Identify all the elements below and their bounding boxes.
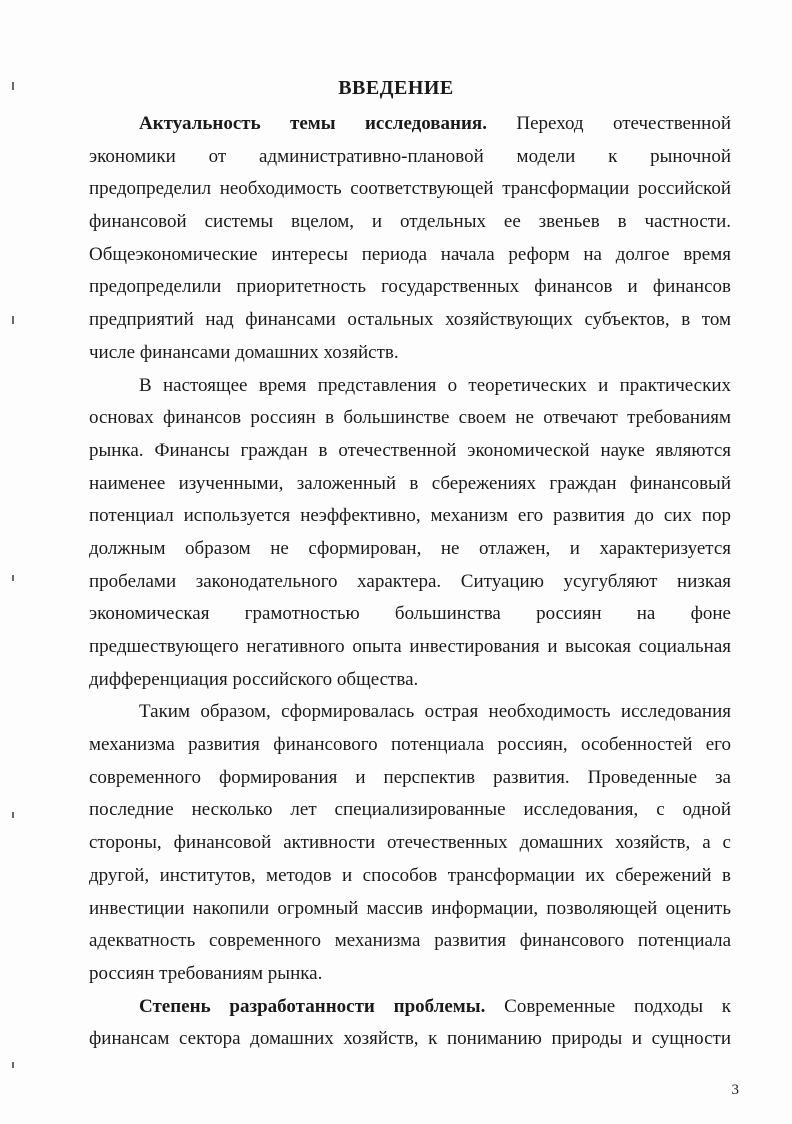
text-line: инвестиции накопили огромный массив информации, позволяющей оценить	[89, 897, 731, 919]
text-line: финансам сектора домашних хозяйств, к пониманию природы и сущности	[89, 1028, 731, 1050]
paragraph-elaboration	[89, 991, 731, 1056]
text-line: россиян требованиям рынка.	[89, 962, 323, 984]
scan-mark	[12, 812, 14, 818]
paragraph-necessity	[89, 696, 731, 990]
text-line: Общеэкономические интересы периода начала реформ на долгое время	[89, 243, 731, 265]
text-line: последние несколько лет специализированные исследования, с одной	[89, 799, 731, 821]
scan-mark	[12, 1062, 14, 1068]
text-line: стороны, финансовой активности отечественных домашних хозяйств, а с	[89, 832, 731, 854]
scan-mark	[12, 82, 14, 90]
section-title: ВВЕДЕНИЕ	[338, 77, 454, 99]
text-line: экономическая грамотностью большинства россиян на фоне	[89, 603, 731, 625]
text-line: рынка. Финансы граждан в отечественной экономической науке являются	[89, 439, 731, 461]
text-line: Степень разработанности проблемы. Современные подходы к	[139, 995, 732, 1017]
text-line: другой, институтов, методов и способов трансформации их сбережений в	[89, 864, 731, 886]
text-line: Таким образом, сформировалась острая необходимость исследования	[139, 701, 731, 723]
text-line: числе финансами домашних хозяйств.	[89, 341, 399, 363]
text-line: Актуальность темы исследования. Переход отечественной	[139, 113, 731, 134]
text-line: предшествующего негативного опыта инвестирования и высокая социальная	[89, 636, 731, 657]
paragraph-relevance	[89, 108, 731, 370]
scan-mark	[12, 316, 14, 324]
text-line: пробелами законодательного характера. Ситуацию усугубляют низкая	[89, 570, 731, 592]
text-line: дифференциация российского общества.	[89, 668, 419, 690]
page-number: 3	[731, 1082, 739, 1098]
text-line: наименее изученными, заложенный в сбережениях граждан финансовый	[89, 472, 731, 494]
body-text	[89, 108, 731, 1056]
text-line: предприятий над финансами остальных хозяйствующих субъектов, в том	[89, 309, 731, 331]
text-line: предопределили приоритетность государственных финансов и финансов	[89, 276, 731, 298]
text-line: предопределил необходимость соответствующей трансформации российской	[89, 178, 731, 200]
text-line: потенциал используется неэффективно, механизм его развития до сих пор	[89, 505, 731, 527]
text-line: адекватность современного механизма развития финансового потенциала	[89, 930, 731, 952]
scan-mark	[12, 575, 14, 581]
paragraph-current-state	[89, 370, 731, 697]
lead-heading-relevance: Актуальность темы исследования.	[139, 113, 487, 134]
text-line: механизма развития финансового потенциала россиян, особенностей его	[89, 734, 731, 756]
text-line: финансовой системы вцелом, и отдельных ее звеньев в частности.	[89, 211, 731, 233]
text-line: экономики от административно-плановой модели к рыночной	[89, 145, 731, 167]
lead-heading-elaboration: Степень разработанности проблемы.	[139, 995, 486, 1017]
text-line: современного формирования и перспектив развития. Проведенные за	[89, 766, 731, 788]
text-line: В настоящее время представления о теоретических и практических	[139, 374, 731, 396]
text-line: должным образом не сформирован, не отлажен, и характеризуется	[89, 537, 731, 559]
text-line: основах финансов россиян в большинстве своем не отвечают требованиям	[89, 407, 731, 429]
